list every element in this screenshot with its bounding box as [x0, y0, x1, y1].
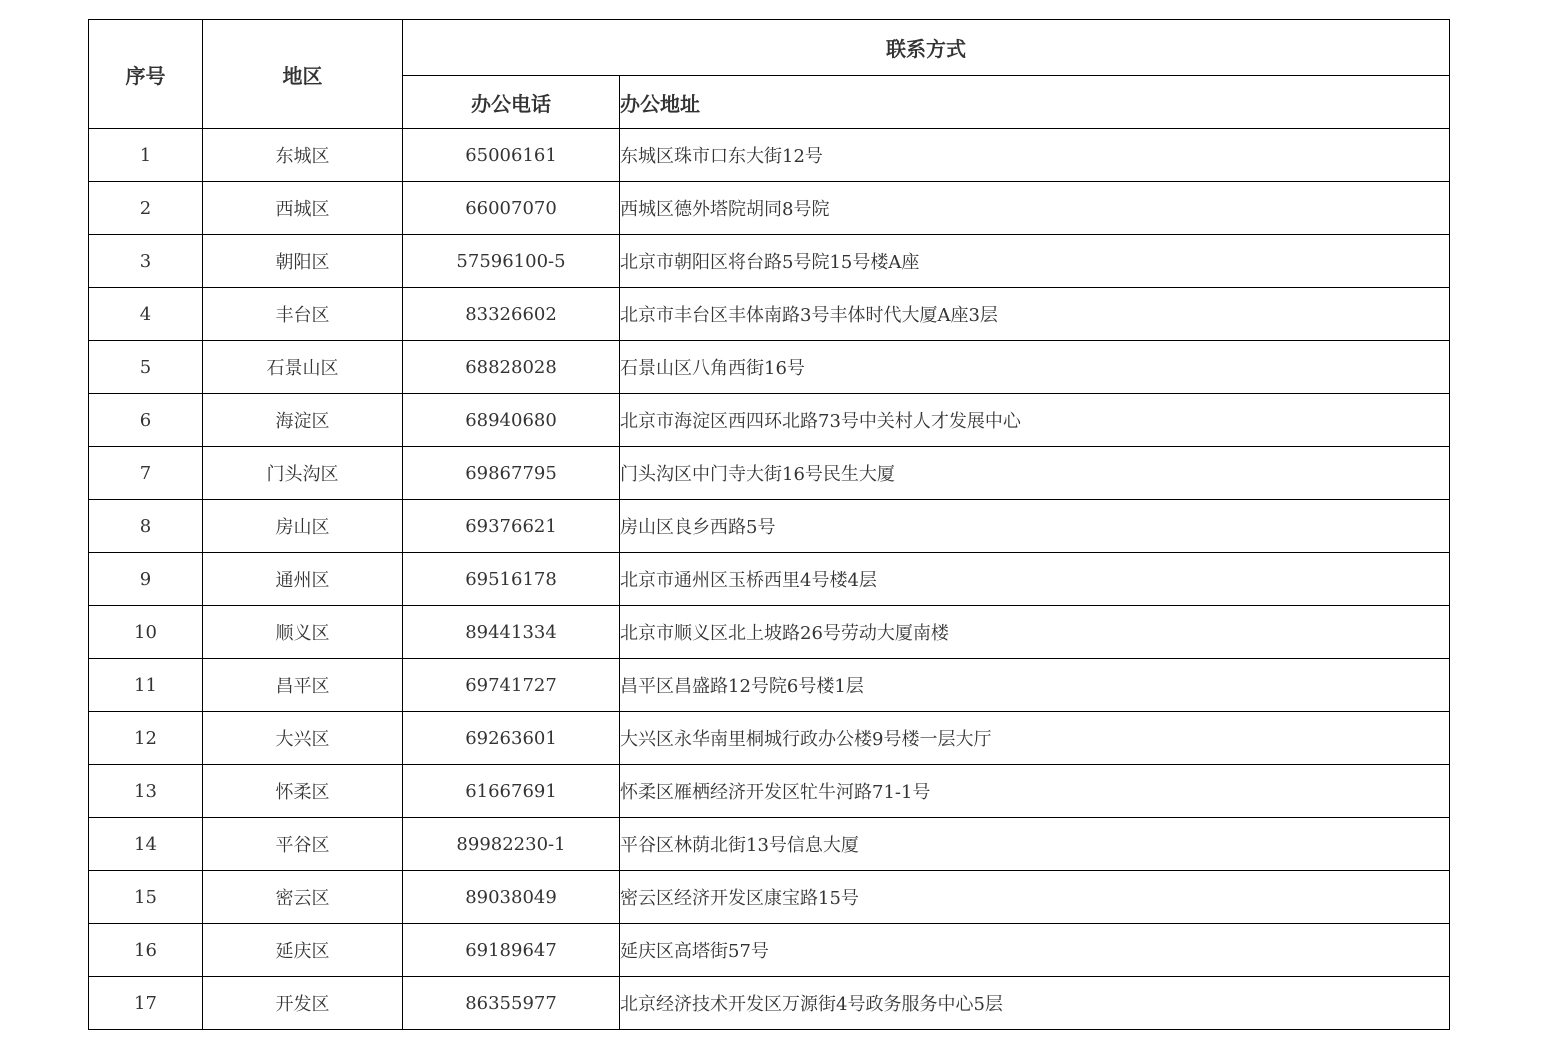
cell-seq: 1 [89, 129, 203, 182]
table-header [89, 20, 1450, 129]
cell-seq: 5 [89, 341, 203, 394]
cell-address: 房山区良乡西路5号 [620, 500, 1450, 553]
table-row [89, 818, 1450, 871]
cell-region: 石景山区 [203, 341, 403, 394]
cell-address: 延庆区高塔街57号 [620, 924, 1450, 977]
table-row [89, 712, 1450, 765]
cell-address: 怀柔区雁栖经济开发区牤牛河路71-1号 [620, 765, 1450, 818]
cell-address: 北京市通州区玉桥西里4号楼4层 [620, 553, 1450, 606]
table-row [89, 447, 1450, 500]
table-row [89, 129, 1450, 182]
cell-region: 密云区 [203, 871, 403, 924]
cell-address: 北京经济技术开发区万源街4号政务服务中心5层 [620, 977, 1450, 1030]
table-row [89, 288, 1450, 341]
contact-table [88, 19, 1450, 1030]
cell-address: 北京市海淀区西四环北路73号中关村人才发展中心 [620, 394, 1450, 447]
table-row [89, 924, 1450, 977]
cell-region: 海淀区 [203, 394, 403, 447]
cell-seq: 8 [89, 500, 203, 553]
header-row-main [89, 20, 1450, 76]
cell-seq: 10 [89, 606, 203, 659]
cell-address: 平谷区林荫北街13号信息大厦 [620, 818, 1450, 871]
cell-seq: 7 [89, 447, 203, 500]
cell-region: 西城区 [203, 182, 403, 235]
table-row [89, 977, 1450, 1030]
header-seq: 序号 [89, 20, 203, 129]
table-row [89, 871, 1450, 924]
cell-address: 石景山区八角西街16号 [620, 341, 1450, 394]
table-row [89, 394, 1450, 447]
header-region: 地区 [203, 20, 403, 129]
cell-address: 北京市朝阳区将台路5号院15号楼A座 [620, 235, 1450, 288]
cell-seq: 3 [89, 235, 203, 288]
cell-region: 房山区 [203, 500, 403, 553]
cell-region: 延庆区 [203, 924, 403, 977]
cell-seq: 16 [89, 924, 203, 977]
cell-region: 平谷区 [203, 818, 403, 871]
cell-region: 顺义区 [203, 606, 403, 659]
cell-region: 东城区 [203, 129, 403, 182]
cell-phone: 68828028 [403, 341, 620, 394]
table-row [89, 553, 1450, 606]
cell-seq: 4 [89, 288, 203, 341]
table-row [89, 765, 1450, 818]
cell-phone: 66007070 [403, 182, 620, 235]
cell-seq: 6 [89, 394, 203, 447]
cell-phone: 86355977 [403, 977, 620, 1030]
cell-seq: 2 [89, 182, 203, 235]
table-row [89, 659, 1450, 712]
table-row [89, 606, 1450, 659]
cell-seq: 17 [89, 977, 203, 1030]
cell-address: 昌平区昌盛路12号院6号楼1层 [620, 659, 1450, 712]
cell-address: 西城区德外塔院胡同8号院 [620, 182, 1450, 235]
cell-address: 门头沟区中门寺大街16号民生大厦 [620, 447, 1450, 500]
table-row [89, 500, 1450, 553]
cell-phone: 57596100-5 [403, 235, 620, 288]
cell-phone: 61667691 [403, 765, 620, 818]
cell-phone: 69741727 [403, 659, 620, 712]
cell-phone: 69516178 [403, 553, 620, 606]
cell-phone: 83326602 [403, 288, 620, 341]
cell-region: 通州区 [203, 553, 403, 606]
cell-region: 丰台区 [203, 288, 403, 341]
cell-region: 大兴区 [203, 712, 403, 765]
cell-seq: 12 [89, 712, 203, 765]
table-row [89, 235, 1450, 288]
cell-phone: 69376621 [403, 500, 620, 553]
cell-region: 怀柔区 [203, 765, 403, 818]
cell-seq: 14 [89, 818, 203, 871]
cell-seq: 15 [89, 871, 203, 924]
cell-address: 东城区珠市口东大街12号 [620, 129, 1450, 182]
header-address: 办公地址 [620, 76, 1450, 129]
cell-seq: 11 [89, 659, 203, 712]
cell-region: 朝阳区 [203, 235, 403, 288]
cell-region: 开发区 [203, 977, 403, 1030]
cell-address: 北京市丰台区丰体南路3号丰体时代大厦A座3层 [620, 288, 1450, 341]
cell-address: 密云区经济开发区康宝路15号 [620, 871, 1450, 924]
table-body [89, 129, 1450, 1030]
cell-address: 北京市顺义区北上坡路26号劳动大厦南楼 [620, 606, 1450, 659]
header-contact: 联系方式 [403, 20, 1450, 76]
cell-phone: 65006161 [403, 129, 620, 182]
cell-seq: 9 [89, 553, 203, 606]
cell-phone: 89038049 [403, 871, 620, 924]
header-phone: 办公电话 [403, 76, 620, 129]
cell-phone: 69263601 [403, 712, 620, 765]
cell-region: 门头沟区 [203, 447, 403, 500]
table-row [89, 182, 1450, 235]
cell-phone: 69867795 [403, 447, 620, 500]
cell-phone: 89982230-1 [403, 818, 620, 871]
table-row [89, 341, 1450, 394]
cell-phone: 69189647 [403, 924, 620, 977]
cell-address: 大兴区永华南里桐城行政办公楼9号楼一层大厅 [620, 712, 1450, 765]
cell-region: 昌平区 [203, 659, 403, 712]
cell-seq: 13 [89, 765, 203, 818]
cell-phone: 68940680 [403, 394, 620, 447]
cell-phone: 89441334 [403, 606, 620, 659]
